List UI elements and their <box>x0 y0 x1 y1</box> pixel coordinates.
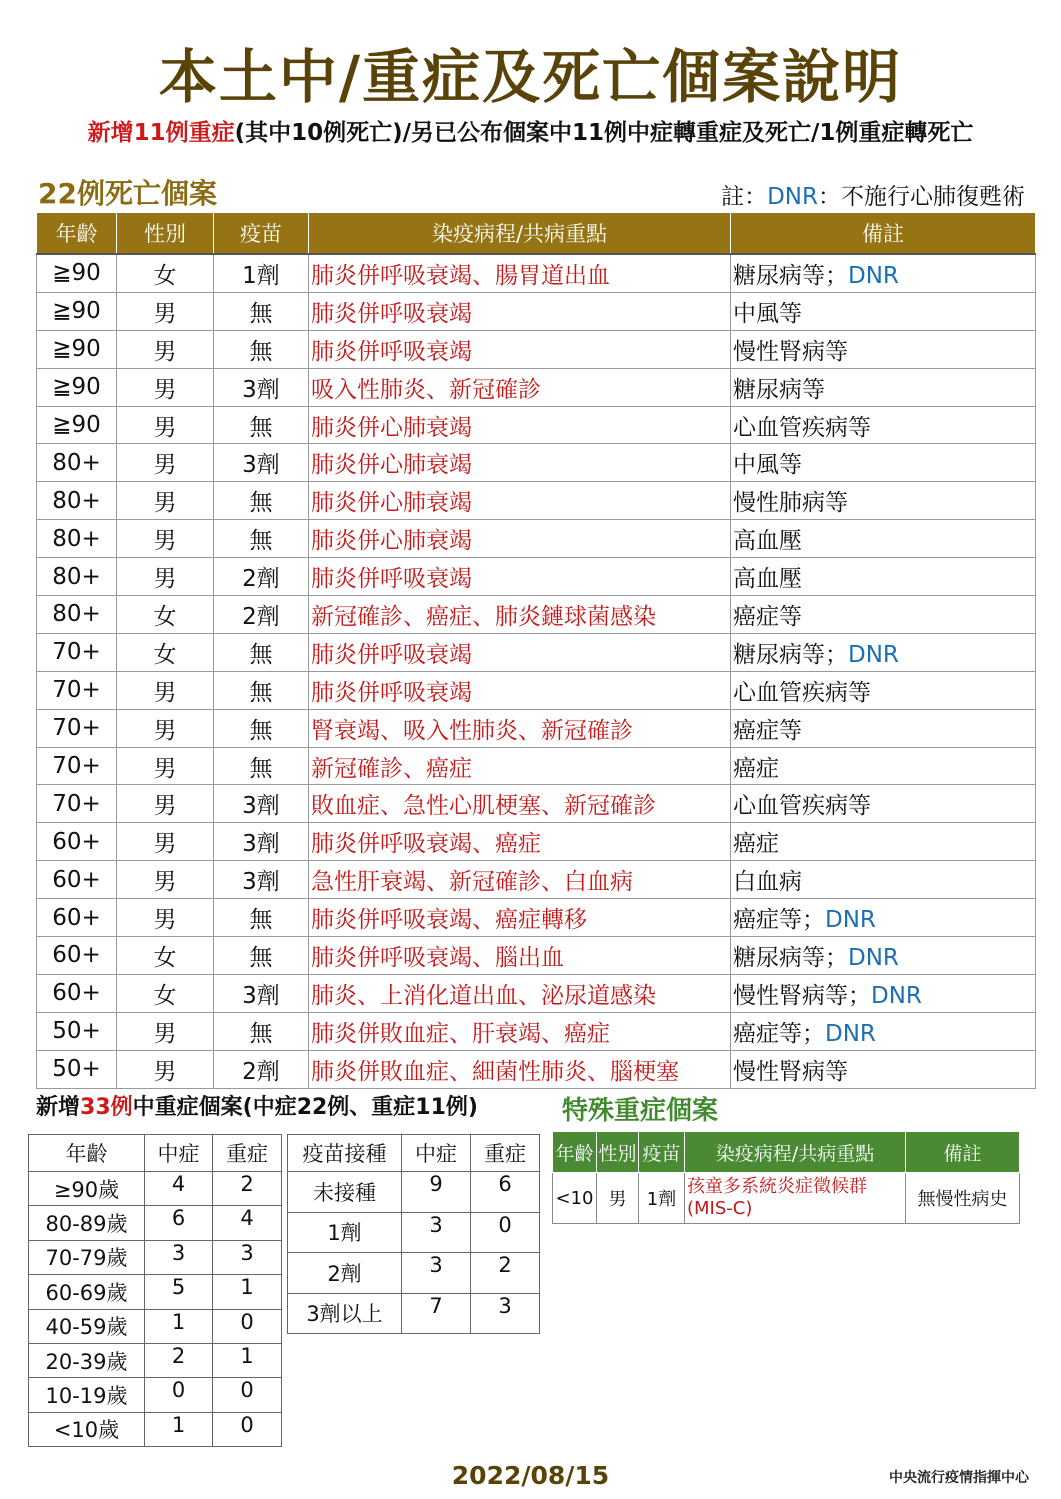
sp-course-line2: (MIS-C) <box>687 1198 753 1219</box>
remark-text: 高血壓 <box>733 528 802 555</box>
sp-course-line1: 孩童多系統炎症徵候群 <box>687 1176 867 1197</box>
death-case-row <box>37 633 1036 671</box>
sex-cell: 女 <box>117 254 214 292</box>
dnr-tag: DNR <box>848 641 899 668</box>
course-cell: 肺炎、上消化道出血、泌尿道感染 <box>309 974 731 1012</box>
vaccine-cell: 3劑 <box>214 444 309 482</box>
course-cell: 肺炎併呼吸衰竭 <box>309 330 731 368</box>
remark-cell <box>731 406 1036 444</box>
moderate-count: 6 <box>145 1206 213 1240</box>
death-case-row <box>37 558 1036 596</box>
age-cell: 60+ <box>37 899 117 937</box>
remark-cell <box>731 444 1036 482</box>
moderate-count: 2 <box>145 1343 213 1377</box>
age-cell: 70+ <box>37 671 117 709</box>
col-remark: 備註 <box>731 213 1036 255</box>
moderate-count: 0 <box>145 1378 213 1412</box>
sex-cell: 男 <box>117 785 214 823</box>
moderate-count: 1 <box>145 1309 213 1343</box>
vaccine-group-row <box>288 1172 540 1213</box>
sex-cell: 男 <box>117 558 214 596</box>
death-case-row <box>37 823 1036 861</box>
vaccine-cell: 3劑 <box>214 861 309 899</box>
death-case-row <box>37 671 1036 709</box>
remark-text: 糖尿病等； <box>733 944 848 971</box>
sex-cell: 男 <box>117 861 214 899</box>
course-cell: 肺炎併呼吸衰竭 <box>309 633 731 671</box>
remark-text: 高血壓 <box>733 566 802 593</box>
sex-cell: 男 <box>117 709 214 747</box>
col-sex: 性別 <box>117 213 214 255</box>
sp-vaccine: 1劑 <box>639 1173 685 1224</box>
vaccine-cell: 2劑 <box>214 1050 309 1088</box>
course-cell: 吸入性肺炎、新冠確診 <box>309 368 731 406</box>
moderate-count: 1 <box>145 1412 213 1446</box>
sex-cell: 男 <box>117 444 214 482</box>
vaccine-cell: 無 <box>214 899 309 937</box>
vaccine-cell: 無 <box>214 330 309 368</box>
col-vaccine: 疫苗 <box>214 213 309 255</box>
remark-cell <box>731 520 1036 558</box>
age-cell: 80+ <box>37 558 117 596</box>
course-cell: 肺炎併呼吸衰竭、腦出血 <box>309 937 731 975</box>
new-cases-title-post: 中重症個案(中症22例、重症11例) <box>132 1095 478 1120</box>
death-case-row <box>37 1012 1036 1050</box>
col-age: 年齡 <box>37 213 117 255</box>
vaccine-cell: 3劑 <box>214 368 309 406</box>
sp-col-age: 年齡 <box>553 1132 597 1173</box>
death-case-row <box>37 709 1036 747</box>
severe-count: 0 <box>213 1309 282 1343</box>
group-label: 40-59歲 <box>29 1309 145 1343</box>
age-cell: ≧90 <box>37 292 117 330</box>
page-subtitle <box>0 114 1061 147</box>
moderate-count: 3 <box>402 1212 471 1253</box>
vaccine-group-row <box>288 1293 540 1334</box>
course-cell: 急性肝衰竭、新冠確診、白血病 <box>309 861 731 899</box>
remark-text: 癌症 <box>733 831 779 858</box>
remark-cell <box>731 709 1036 747</box>
age-group-row <box>29 1412 282 1446</box>
group-label: 未接種 <box>288 1172 402 1213</box>
vaccine-group-row <box>288 1253 540 1294</box>
vaccine-cell: 無 <box>214 747 309 785</box>
vac-col-severe: 重症 <box>471 1135 540 1172</box>
dnr-tag: DNR <box>848 262 899 289</box>
death-case-row <box>37 861 1036 899</box>
group-label: 20-39歲 <box>29 1343 145 1377</box>
sex-cell: 男 <box>117 292 214 330</box>
sex-cell: 男 <box>117 406 214 444</box>
course-cell: 肺炎併呼吸衰竭 <box>309 292 731 330</box>
sp-col-sex: 性別 <box>597 1132 639 1173</box>
sp-sex: 男 <box>597 1173 639 1224</box>
subtitle-highlight: 新增11例重症 <box>87 120 235 146</box>
remark-text: 心血管疾病等 <box>733 793 871 820</box>
dnr-tag: DNR <box>825 1020 876 1047</box>
age-cell: ≧90 <box>37 330 117 368</box>
remark-text: 中風等 <box>733 452 802 479</box>
moderate-count: 3 <box>145 1240 213 1274</box>
remark-text: 慢性腎病等； <box>733 982 871 1009</box>
age-cell: ≧90 <box>37 254 117 292</box>
age-cell: 60+ <box>37 823 117 861</box>
moderate-count: 7 <box>402 1293 471 1334</box>
group-label: 1劑 <box>288 1212 402 1253</box>
course-cell: 肺炎併心肺衰竭 <box>309 444 731 482</box>
death-case-row <box>37 937 1036 975</box>
course-cell: 肺炎併呼吸衰竭 <box>309 558 731 596</box>
dnr-note <box>721 178 1025 211</box>
group-label: <10歲 <box>29 1412 145 1446</box>
death-case-row <box>37 520 1036 558</box>
age-cell: 50+ <box>37 1050 117 1088</box>
sex-cell: 男 <box>117 899 214 937</box>
group-label: 70-79歲 <box>29 1240 145 1274</box>
death-case-row <box>37 482 1036 520</box>
sp-col-course: 染疫病程/共病重點 <box>685 1132 906 1173</box>
special-case-row <box>553 1173 1020 1224</box>
vaccine-table-header <box>288 1135 540 1172</box>
age-cell: 50+ <box>37 1012 117 1050</box>
age-cell: 60+ <box>37 861 117 899</box>
course-cell: 肺炎併心肺衰竭 <box>309 406 731 444</box>
death-case-row <box>37 330 1036 368</box>
age-group-row <box>29 1378 282 1412</box>
death-case-row <box>37 444 1036 482</box>
age-table-header <box>29 1135 282 1172</box>
death-case-row <box>37 785 1036 823</box>
course-cell: 新冠確診、癌症、肺炎鏈球菌感染 <box>309 596 731 634</box>
remark-text: 糖尿病等； <box>733 641 848 668</box>
age-group-row <box>29 1206 282 1240</box>
remark-cell <box>731 254 1036 292</box>
sex-cell: 男 <box>117 823 214 861</box>
death-case-row <box>37 1050 1036 1088</box>
severe-count: 1 <box>213 1275 282 1309</box>
special-case-table <box>552 1131 1020 1224</box>
vaccine-cell: 2劑 <box>214 596 309 634</box>
sp-col-remark: 備註 <box>906 1132 1020 1173</box>
remark-cell <box>731 899 1036 937</box>
vaccine-cell: 無 <box>214 937 309 975</box>
course-cell: 肺炎併心肺衰竭 <box>309 520 731 558</box>
remark-text: 心血管疾病等 <box>733 679 871 706</box>
sex-cell: 女 <box>117 596 214 634</box>
remark-cell <box>731 330 1036 368</box>
sex-cell: 男 <box>117 520 214 558</box>
vaccine-cell: 2劑 <box>214 558 309 596</box>
severe-count: 1 <box>213 1343 282 1377</box>
remark-text: 癌症 <box>733 755 779 782</box>
vaccine-cell: 無 <box>214 292 309 330</box>
group-label: 10-19歲 <box>29 1378 145 1412</box>
remark-text: 癌症等 <box>733 603 802 630</box>
sex-cell: 女 <box>117 974 214 1012</box>
course-cell: 肺炎併心肺衰竭 <box>309 482 731 520</box>
remark-text: 中風等 <box>733 300 802 327</box>
remark-text: 白血病 <box>733 869 802 896</box>
course-cell: 肺炎併呼吸衰竭 <box>309 671 731 709</box>
note-abbr: DNR <box>767 184 818 210</box>
age-breakdown-table <box>28 1134 282 1447</box>
group-label: 80-89歲 <box>29 1206 145 1240</box>
note-prefix: 註： <box>721 184 768 210</box>
remark-cell <box>731 937 1036 975</box>
remark-cell <box>731 747 1036 785</box>
sex-cell: 男 <box>117 1012 214 1050</box>
sp-col-vaccine: 疫苗 <box>639 1132 685 1173</box>
age-cell: 80+ <box>37 596 117 634</box>
severe-count: 6 <box>471 1172 540 1213</box>
sex-cell: 女 <box>117 633 214 671</box>
severe-count: 2 <box>471 1253 540 1294</box>
age-col-label: 年齡 <box>29 1135 145 1172</box>
sex-cell: 女 <box>117 937 214 975</box>
vaccine-cell: 無 <box>214 709 309 747</box>
vaccine-cell: 無 <box>214 1012 309 1050</box>
severe-count: 3 <box>213 1240 282 1274</box>
death-case-row <box>37 406 1036 444</box>
remark-cell <box>731 1012 1036 1050</box>
remark-cell <box>731 633 1036 671</box>
moderate-count: 4 <box>145 1172 213 1206</box>
vaccine-cell: 1劑 <box>214 254 309 292</box>
age-cell: ≧90 <box>37 368 117 406</box>
age-cell: 80+ <box>37 444 117 482</box>
remark-text: 糖尿病等 <box>733 376 825 403</box>
course-cell: 肺炎併呼吸衰竭、癌症轉移 <box>309 899 731 937</box>
age-cell: 70+ <box>37 785 117 823</box>
special-table-header <box>553 1132 1020 1173</box>
vac-col-label: 疫苗接種 <box>288 1135 402 1172</box>
dnr-tag: DNR <box>848 944 899 971</box>
remark-text: 心血管疾病等 <box>733 414 871 441</box>
age-cell: ≧90 <box>37 406 117 444</box>
severe-count: 0 <box>213 1378 282 1412</box>
group-label: ≥90歲 <box>29 1172 145 1206</box>
course-cell: 肺炎併敗血症、肝衰竭、癌症 <box>309 1012 731 1050</box>
subtitle-rest: (其中10例死亡)/另已公布個案中11例中症轉重症及死亡/1例重症轉死亡 <box>234 120 974 146</box>
vaccine-cell: 3劑 <box>214 785 309 823</box>
sex-cell: 男 <box>117 1050 214 1088</box>
severe-count: 4 <box>213 1206 282 1240</box>
age-group-row <box>29 1309 282 1343</box>
remark-text: 慢性肺病等 <box>733 490 848 517</box>
severe-count: 3 <box>471 1293 540 1334</box>
remark-text: 癌症等 <box>733 717 802 744</box>
col-course: 染疫病程/共病重點 <box>309 213 731 255</box>
remark-cell <box>731 368 1036 406</box>
course-cell: 肺炎併呼吸衰竭、腸胃道出血 <box>309 254 731 292</box>
sex-cell: 男 <box>117 671 214 709</box>
vaccine-cell: 無 <box>214 406 309 444</box>
vaccine-cell: 無 <box>214 520 309 558</box>
group-label: 3劑以上 <box>288 1293 402 1334</box>
death-case-row <box>37 254 1036 292</box>
age-cell: 70+ <box>37 709 117 747</box>
vaccine-cell: 無 <box>214 671 309 709</box>
organization-name: 中央流行疫情指揮中心 <box>889 1470 1029 1486</box>
deaths-section-title: 22例死亡個案 <box>38 177 217 210</box>
moderate-count: 3 <box>402 1253 471 1294</box>
remark-cell <box>731 482 1036 520</box>
age-cell: 80+ <box>37 482 117 520</box>
deaths-table-header <box>37 213 1036 255</box>
remark-cell <box>731 671 1036 709</box>
age-cell: 80+ <box>37 520 117 558</box>
sex-cell: 男 <box>117 368 214 406</box>
vaccine-cell: 3劑 <box>214 823 309 861</box>
sex-cell: 男 <box>117 330 214 368</box>
new-cases-title-pre: 新增 <box>36 1095 81 1120</box>
dnr-tag: DNR <box>871 982 922 1009</box>
moderate-count: 5 <box>145 1275 213 1309</box>
new-cases-title <box>36 1090 478 1121</box>
note-text: ：不施行心肺復甦術 <box>818 184 1025 210</box>
death-case-row <box>37 292 1036 330</box>
remark-text: 慢性腎病等 <box>733 338 848 365</box>
sp-remark: 無慢性病史 <box>906 1173 1020 1224</box>
course-cell: 肺炎併呼吸衰竭、癌症 <box>309 823 731 861</box>
page-title: 本土中/重症及死亡個案說明 <box>158 43 903 111</box>
course-cell: 新冠確診、癌症 <box>309 747 731 785</box>
remark-text: 癌症等； <box>733 907 825 934</box>
sex-cell: 男 <box>117 482 214 520</box>
age-cell: 70+ <box>37 747 117 785</box>
moderate-count: 9 <box>402 1172 471 1213</box>
deaths-table <box>36 212 1036 1089</box>
vaccine-cell: 無 <box>214 482 309 520</box>
group-label: 60-69歲 <box>29 1275 145 1309</box>
dnr-tag: DNR <box>825 907 876 934</box>
sp-course <box>685 1173 906 1224</box>
group-label: 2劑 <box>288 1253 402 1294</box>
vaccine-breakdown-table <box>287 1134 540 1334</box>
vaccine-group-row <box>288 1212 540 1253</box>
remark-cell <box>731 1050 1036 1088</box>
age-col-severe: 重症 <box>213 1135 282 1172</box>
remark-cell <box>731 558 1036 596</box>
age-group-row <box>29 1343 282 1377</box>
new-cases-title-num: 33例 <box>80 1095 133 1120</box>
vaccine-cell: 3劑 <box>214 974 309 1012</box>
severe-count: 2 <box>213 1172 282 1206</box>
age-group-row <box>29 1275 282 1309</box>
sex-cell: 男 <box>117 747 214 785</box>
death-case-row <box>37 974 1036 1012</box>
remark-text: 慢性腎病等 <box>733 1058 848 1085</box>
severe-count: 0 <box>213 1412 282 1446</box>
course-cell: 敗血症、急性心肌梗塞、新冠確診 <box>309 785 731 823</box>
report-date: 2022/08/15 <box>451 1461 610 1490</box>
remark-cell <box>731 974 1036 1012</box>
death-case-row <box>37 368 1036 406</box>
age-cell: 70+ <box>37 633 117 671</box>
age-cell: 60+ <box>37 937 117 975</box>
sp-age: <10 <box>553 1173 597 1224</box>
course-cell: 肺炎併敗血症、細菌性肺炎、腦梗塞 <box>309 1050 731 1088</box>
remark-text: 癌症等； <box>733 1020 825 1047</box>
remark-cell <box>731 785 1036 823</box>
age-group-row <box>29 1172 282 1206</box>
course-cell: 腎衰竭、吸入性肺炎、新冠確診 <box>309 709 731 747</box>
death-case-row <box>37 596 1036 634</box>
age-cell: 60+ <box>37 974 117 1012</box>
remark-cell <box>731 596 1036 634</box>
age-group-row <box>29 1240 282 1274</box>
special-case-title: 特殊重症個案 <box>562 1096 719 1126</box>
death-case-row <box>37 899 1036 937</box>
remark-text: 糖尿病等； <box>733 262 848 289</box>
age-col-moderate: 中症 <box>145 1135 213 1172</box>
vaccine-cell: 無 <box>214 633 309 671</box>
death-case-row <box>37 747 1036 785</box>
severe-count: 0 <box>471 1212 540 1253</box>
remark-cell <box>731 823 1036 861</box>
remark-cell <box>731 292 1036 330</box>
vac-col-moderate: 中症 <box>402 1135 471 1172</box>
remark-cell <box>731 861 1036 899</box>
